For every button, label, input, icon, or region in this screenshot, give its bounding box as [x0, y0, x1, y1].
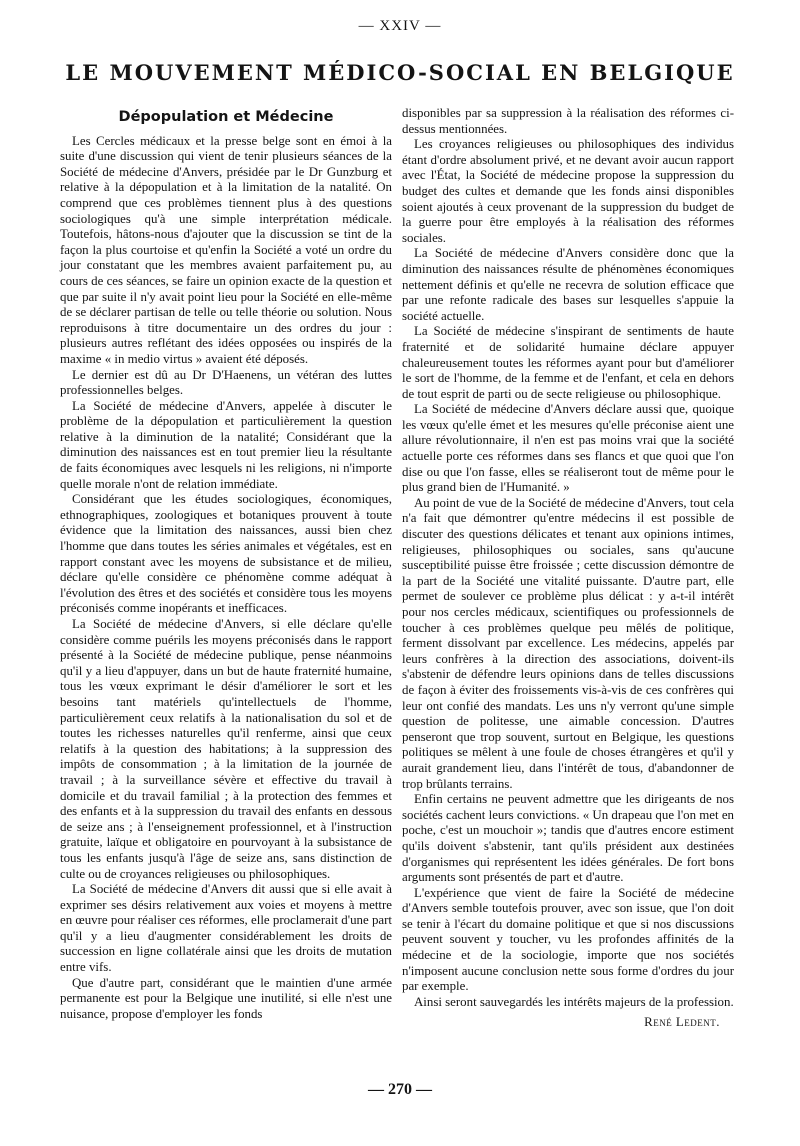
paragraph: Ainsi seront sauvegardés les intérêts majeurs de la profession.: [414, 994, 734, 1009]
paragraph: La Société de médecine d'Anvers dit aussi que si elle avait à exprimer ses désirs relativement aux voies et moyens à mettre en œuvre pour réaliser ces réformes, elle proclamerait d'une part qu'il y a lieu d'augmenter considérablement les droits de succession en ligne collatérale ainsi que les droits de mutation entre vifs.: [60, 882, 392, 975]
left-column: [60, 108, 392, 1022]
paragraph: Au point de vue de la Société de médecine d'Anvers, tout cela n'a fait que démontrer qu'entre médecins il est possible de discuter des questions délicates et tenant aux opinions intimes, religieuses, philosophiques ou sociales, sans qu'aucune susceptibilité puisse être froissée ; cette discussion démontre de la part de la Société une vitalité puissante. D'autre part, elle permet de soulever ce problème plus délicat : y a-t-il intérêt pour nos cercles médicaux, scientifiques ou professionnels de toucher à ces problèmes quelque peu mêlés de politique, ferment dissolvant par excellence. Les médecins, appelés par leurs confrères à la direction des associations, doivent-ils s'abstenir de défendre leurs opinions dans de telles discussions de façon à éviter des froissements vis-à-vis de ces confrères qui leur ont confié des mandats. Les uns n'y verront qu'une simple question de politesse, une aimable concession. D'autres penseront que trop souvent, surtout en Belgique, les questions politiques se mêlent à une foule de choses étrangères et qu'il y aurait grandement lieu, dans l'intérêt de tous, d'abandonner de trop brûlants terrains.: [402, 495, 734, 791]
paragraph: Les Cercles médicaux et la presse belge sont en émoi à la suite d'une discussion qui vient de tenir plusieurs séances de la Société de médecine d'Anvers, présidée par le Dr Gunzburg et relative à la dépopulation et à la limitation de la natalité. On comprend que ces problèmes tiennent plus à des questions sociologiques qu'à une simple interprétation médicale. Toutefois, hâtons-nous d'ajouter que la discussion se tint de la façon la plus courtoise et qu'enfin la Société a voté un ordre du jour constatant que les membres avaient parfaitement pu, au cours de ces séances, se faire un opinion exacte de la question et que par suite il n'y avait point lieu pour la Société en elle-même de se déclarer partisan de telle ou telle théorie ou solution. Nous reproduisons à titre documentaire un des ordres du jour : plusieurs autres reflétant des idées opposées ou inspirés de la maxime « in medio virtus » avaient été déposés.: [60, 133, 392, 366]
right-column: [402, 106, 734, 1031]
paragraph: La Société de médecine d'Anvers, si elle déclare qu'elle considère comme puérils les moyens préconisés dans le rapport présenté à la Société de médecine publique, pense néanmoins qu'il y a lieu d'appuyer, dans un but de haute fraternité humaine, tous les vœux exprimant le désir d'améliorer le sort et les besoins tant matériels qu'intellectuels de l'homme, particulièrement ceux relatifs à la nationalisation du sol et de toutes les richesses naturelles qu'il renferme, ainsi que ceux relatifs à la question des habitations; à la suppression des impôts de consommation ; à la limitation de la journée de travail ; à la surveillance sévère et effective du travail à domicile et du travail familial ; à la protection des femmes et des enfants et à la suppression du travail des enfants en dessous de seize ans ; à l'enseignement professionnel, et à l'instruction gratuite, laïque et obligatoire en pourvoyant à la subsistance de tous les enfants jusqu'à l'âge de seize ans, sans distinction de culte ou de croyances religieuses ou philosophiques.: [60, 617, 392, 881]
paragraph: La Société de médecine d'Anvers considère donc que la diminution des naissances résulte de phénomènes économiques nettement définis et qu'elle ne recevra de solution efficace que par une refonte radicale des bases sur lesquelles s'appuie la société actuelle.: [402, 246, 734, 323]
paragraph: Les croyances religieuses ou philosophiques des individus étant d'ordre absolument privé, et ne devant avoir aucun rapport avec l'État, la Société de médecine propose la suppression du budget des cultes et demande que les fonds ainsi disponibles soient ajoutés à ceux provenant de la suppression du budget de la guerre pour être employés à la réalisation des réformes sociales.: [402, 137, 734, 245]
author-signature: René Ledent.: [644, 1015, 720, 1030]
paragraph: Considérant que les études sociologiques, économiques, ethnographiques, zoologiques et botaniques prouvent à toute évidence que la limitation des naissances, aussi bien chez l'homme que dans toutes les séries animales et végétales, est en rapport constant avec les moyens de subsistance et de milieu, déclare qu'elle considère ce phénomène comme adéquat à l'évolution des êtres et des sociétés et considère tous les moyens préconisés comme inopérants et inefficaces.: [60, 492, 392, 616]
section-heading: Dépopulation et Médecine: [118, 109, 334, 125]
paragraph: La Société de médecine d'Anvers, appelée à discuter le problème de la dépopulation et particulièrement la question relative à la diminution de la natalité; Considérant que la diminution des naissances est en tout premier lieu la résultante de faits économiques avec lesquels ni les religions, ni n'importe quelle morale n'ont de relation immédiate.: [60, 398, 392, 491]
page-title: LE MOUVEMENT MÉDICO-SOCIAL EN BELGIQUE: [65, 60, 735, 85]
paragraph: Le dernier est dû au Dr D'Haenens, un vétéran des luttes professionnelles belges.: [60, 367, 392, 398]
paragraph: La Société de médecine s'inspirant de sentiments de haute fraternité et de solidarité humaine déclare appuyer chaleureusement toutes les réformes ayant pour but d'améliorer le sort de l'homme, de la femme et de l'enfant, et cela en dehors de tout esprit de parti ou de secte religieuse ou philosophique.: [402, 324, 734, 401]
page-number: — 270 —: [368, 1081, 432, 1098]
paragraph: L'expérience que vient de faire la Société de médecine d'Anvers semble toutefois prouver, avec son issue, que l'on doit se tenir à l'écart du domaine politique et que si nos discussions peuvent souvent y toucher, vu les profondes affinités de la médecine et de la sociologie, importe que nos sociétés n'imposent aucune conclusion nette sous forme d'ordres du jour par exemple.: [402, 885, 734, 994]
page-header: — XXIV —: [358, 18, 442, 34]
paragraph: Enfin certains ne peuvent admettre que les dirigeants de nos sociétés cachent leurs convictions. « Un drapeau que l'on met en poche, c'est un mouchoir »; tandis que d'autres encore estiment qu'ils doivent s'abstenir, tant qu'ils président aux destinées d'organismes qui représentent les idées générales. De fort bons arguments sont présentés de part et d'autre.: [402, 792, 734, 885]
paragraph: La Société de médecine d'Anvers déclare aussi que, quoique les vœux qu'elle émet et les mesures qu'elle préconise aient une allure révolutionnaire, il n'en est pas moins vrai que la société actuelle porte ces réformes dans ses flancs et que quoi que l'on dise ou que l'on fasse, elles se réaliseront tout de même pour le plus grand bien de l'Humanité. »: [402, 402, 734, 495]
paragraph: disponibles par sa suppression à la réalisation des réformes ci-dessus mentionnées.: [402, 106, 734, 136]
paragraph: Que d'autre part, considérant que le maintien d'une armée permanente est pour la Belgique une inutilité, si elle n'est une nuisance, propose d'employer les fonds: [60, 975, 392, 1021]
